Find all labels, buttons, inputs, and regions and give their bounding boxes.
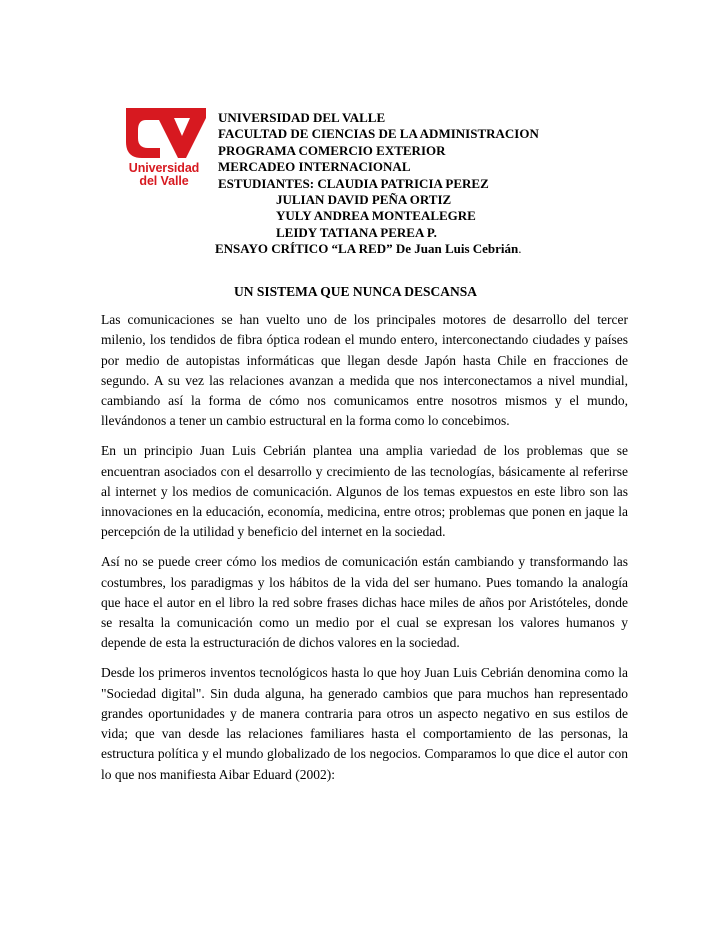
- header-essay-title: ENSAYO CRÍTICO “LA RED” De Juan Luis Cebrián: [215, 241, 519, 257]
- body-paragraph: Las comunicaciones se han vuelto uno de los principales motores de desarrollo del tercer milenio, los tendidos de fibra óptica rodean el mundo entero, interconectando ciudades y países por medio de autopistas informáticas que llegan desde Japón hasta Chile en fracciones de segundo. A su vez las relaciones avanzan a medida que nos interconectamos a nivel mundial, cambiando así la forma de cómo nos comunicamos entre nosotros mismos y el mundo, llevándonos a tener un cambio estructural en la forma como lo concebimos.: [101, 312, 628, 429]
- document-body: [101, 310, 628, 795]
- body-paragraph: Desde los primeros inventos tecnológicos hasta lo que hoy Juan Luis Cebrián denomina como la "Sociedad digital". Sin duda alguna, ha generado cambios que para muchos han representado grandes oportunidades y de manera contraria para otros un aspecto negativo en sus estilos de vida; que van desde las relaciones familiares hasta el comportamiento de las personas, la estructura política y el mundo globalizado de los negocios. Comparamos lo que dice el autor con lo que nos manifiesta Aibar Eduard (2002):: [101, 665, 628, 782]
- document-title: UN SISTEMA QUE NUNCA DESCANSA: [234, 284, 478, 299]
- body-paragraph: Así no se puede creer cómo los medios de comunicación están cambiando y transformando las costumbres, los paradigmas y los hábitos de la vida del ser humano. Pues tomando la analogía que hace el autor en el libro la red sobre frases dichas hace miles de años por Aristóteles, donde se resalta la comunicación como un medio por el cual se expresan los valores humanos y depende de esta la estructuración de dichos valores en la sociedad.: [101, 554, 628, 651]
- header-essay-end: .: [518, 241, 522, 257]
- header-student: JULIAN DAVID PEÑA ORTIZ: [276, 192, 452, 208]
- logo-text-line1: Universidad: [128, 161, 200, 175]
- header-course: MERCADEO INTERNACIONAL: [218, 159, 411, 175]
- body-paragraph: En un principio Juan Luis Cebrián plantea una amplia variedad de los problemas que se encuentran asociados con el desarrollo y crecimiento de las tecnologías, básicamente al referirse al internet y los medios de comunicación. Algunos de los temas expuestos en este libro son las innovaciones en la educación, economía, medicina, entre otros; problemas que ponen en jaque la percepción de la utilidad y beneficio del internet en la sociedad.: [101, 443, 628, 540]
- header-student: YULY ANDREA MONTEALEGRE: [276, 208, 476, 224]
- header-essay: [0, 241, 728, 257]
- header-faculty: FACULTAD DE CIENCIAS DE LA ADMINISTRACION: [218, 126, 539, 142]
- header-program: PROGRAMA COMERCIO EXTERIOR: [218, 142, 446, 158]
- header-university: UNIVERSIDAD DEL VALLE: [218, 110, 386, 125]
- header-student: LEIDY TATIANA PEREA P.: [276, 224, 437, 240]
- logo-text-line2: del Valle: [139, 174, 189, 188]
- document-header: [0, 110, 728, 258]
- header-students-label: ESTUDIANTES: CLAUDIA PATRICIA PEREZ: [218, 175, 489, 191]
